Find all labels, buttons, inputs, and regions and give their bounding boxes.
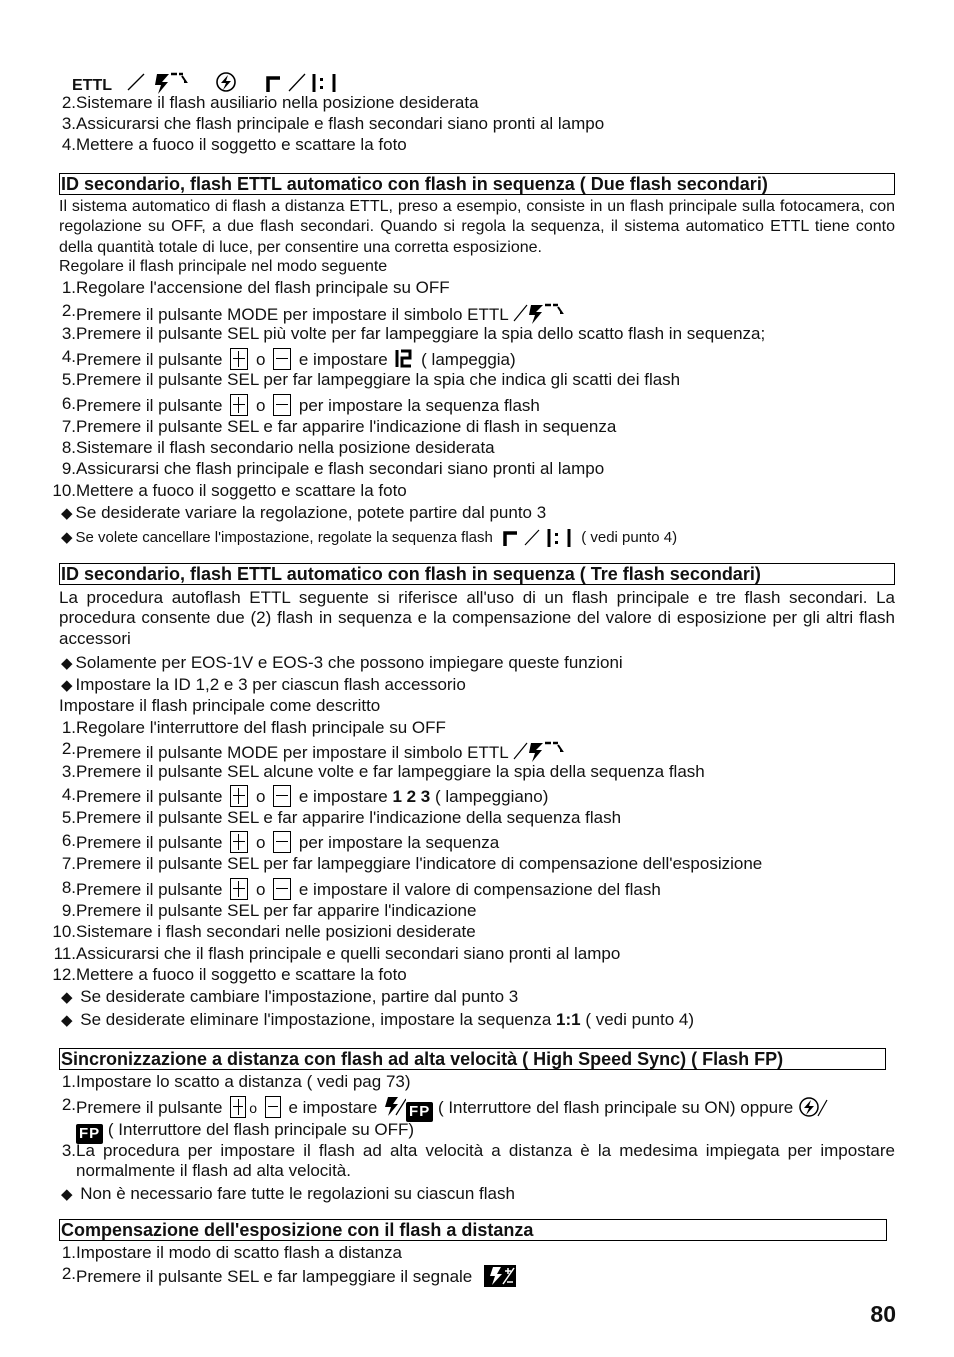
- sequence-1-1-icon: [497, 526, 577, 548]
- diamond-bullet-icon: ◆: [61, 529, 73, 546]
- section2-intro: La procedura autoflash ETTL seguente si riferisce all'uso di un flash principale e tre flash secondari. La procedura consente due (2) flash in sequenza e la compensazione del valore di esposizione per gli altri flash accessori: [59, 588, 895, 648]
- s2-bullet-2: ◆ Impostare la ID 1,2 e 3 per ciascun flash accessorio: [61, 675, 466, 694]
- s2-step-6: 6. Premere il pulsante o per impostare la sequenza: [61, 831, 500, 852]
- s2-step-5: 5. Premere il pulsante SEL e far apparire l'indicazione della sequenza flash: [61, 808, 622, 827]
- top-step-2: 2. Sistemare il flash ausiliario nella posizione desiderata: [61, 93, 479, 112]
- diamond-bullet-icon: ◆: [61, 989, 73, 1006]
- plus-button-icon: [230, 831, 248, 853]
- plus-button-icon: [230, 785, 248, 807]
- minus-button-icon: [273, 394, 291, 416]
- s1-step-2: 2. Premere il pulsante MODE per impostare il simbolo ETTL: [76, 301, 569, 325]
- ettl-label: ETTL: [72, 77, 112, 94]
- minus-button-icon: [273, 831, 291, 853]
- s3-step-3: 3. La procedura per impostare il flash ad alta velocità a distanza è la medesima impiegata per impostare normalmente il flash ad alta velocità.: [61, 1141, 895, 1181]
- s2-step-2: 2. Premere il pulsante MODE per impostare il simbolo ETTL: [76, 739, 569, 763]
- s2-note-1: ◆ Se desiderate cambiare l'impostazione, partire dal punto 3: [61, 987, 519, 1006]
- s2-step-10: 10. Sistemare i flash secondari nelle posizioni desiderate: [52, 922, 476, 941]
- s1-step-3: 3. Premere il pulsante SEL più volte per far lampeggiare la spia dello scatto flash in sequenza;: [61, 324, 766, 343]
- minus-button-icon: [273, 348, 291, 370]
- section2-setup: Impostare il flash principale come descritto: [59, 696, 381, 715]
- s2-step-9: 9. Premere il pulsante SEL per far apparire l'indicazione: [61, 901, 477, 920]
- minus-button-icon: [273, 785, 291, 807]
- s4-step-2: 2. Premere il pulsante SEL e far lampeggiare il segnale: [76, 1264, 517, 1288]
- minus-button-icon: [265, 1096, 281, 1118]
- s3-note-1: ◆ Non è necessario fare tutte le regolazioni su ciascun flash: [61, 1184, 515, 1203]
- section1-setup: Regolare il flash principale nel modo seguente: [59, 258, 388, 275]
- sequence-12-icon: [392, 347, 416, 369]
- s3-step-2: 2. Premere il pulsante o e impostare FP ( Interruttore del flash principale su ON) oppure: [76, 1095, 828, 1122]
- flash-on-icon: [382, 1095, 406, 1117]
- s1-step-4: 4. Premere il pulsante o e impostare ( lampeggia): [61, 347, 516, 369]
- flash-off-icon: [798, 1095, 828, 1119]
- flash-exposure-compensation-icon: [483, 1264, 517, 1288]
- top-step-3: 3. Assicurarsi che flash principale e flash secondari siano pronti al lampo: [61, 114, 605, 133]
- s1-step-1: 1. Regolare l'accensione del flash principale su OFF: [61, 278, 450, 297]
- section-heading-high-speed-sync: Sincronizzazione a distanza con flash ad alta velocità ( High Speed Sync) ( Flash FP): [59, 1048, 886, 1070]
- s4-step-1: 1. Impostare il modo di scatto flash a distanza: [61, 1243, 402, 1262]
- fp-icon: FP: [76, 1124, 103, 1144]
- s1-note-1: ◆ Se desiderate variare la regolazione, potete partire dal punto 3: [61, 503, 547, 522]
- page-number: 80: [870, 1301, 896, 1327]
- diamond-bullet-icon: ◆: [61, 655, 73, 672]
- plus-button-icon: [230, 878, 248, 900]
- s2-note-2: ◆ Se desiderate eliminare l'impostazione, impostare la sequenza 1:1 ( vedi punto 4): [61, 1010, 695, 1029]
- section-heading-three-slaves: ID secondario, flash ETTL automatico con flash in sequenza ( Tre flash secondari): [59, 563, 895, 585]
- section1-intro: Il sistema automatico di flash a distanza ETTL, preso a esempio, consiste in un flash principale sulla fotocamera, con regolazione su OFF, a due flash secondari. Quando si regola la sequenza, il sistema automatico ETTL tiene conto della quantità totale di luce, per consentire una corretta esposizione.: [59, 198, 895, 256]
- s1-step-10: 10. Mettere a fuoco il soggetto e scattare la foto: [52, 481, 407, 500]
- top-step-4: 4. Mettere a fuoco il soggetto e scattare la foto: [61, 135, 407, 154]
- s1-step-8: 8. Sistemare il flash secondario nella posizione desiderata: [61, 438, 495, 457]
- diamond-bullet-icon: ◆: [61, 1186, 73, 1203]
- s1-step-6: 6. Premere il pulsante o per impostare la sequenza flash: [61, 394, 540, 415]
- s2-step-11: 11. Assicurarsi che il flash principale e quelli secondari siano pronti al lampo: [53, 944, 621, 963]
- plus-button-icon: [230, 348, 248, 370]
- minus-button-icon: [273, 878, 291, 900]
- s3-step-2-cont: FP ( Interruttore del flash principale su OFF): [76, 1120, 414, 1144]
- s1-step-7: 7. Premere il pulsante SEL e far apparire l'indicazione di flash in sequenza: [61, 417, 617, 436]
- s2-step-1: 1. Regolare l'interruttore del flash principale su OFF: [61, 718, 446, 737]
- ettl-flash-symbol-icon: [513, 739, 569, 763]
- s2-bullet-1: ◆ Solamente per EOS-1V e EOS-3 che possono impiegare queste funzioni: [61, 653, 623, 672]
- s2-step-8: 8. Premere il pulsante o e impostare il valore di compensazione del flash: [61, 878, 661, 899]
- plus-button-icon: [230, 1096, 246, 1118]
- s1-step-5: 5. Premere il pulsante SEL per far lampeggiare la spia che indica gli scatti dei flash: [61, 370, 681, 389]
- diamond-bullet-icon: ◆: [61, 505, 73, 522]
- s1-note-2: ◆ Se volete cancellare l'impostazione, regolate la sequenza flash ( vedi punto 4): [61, 526, 677, 548]
- fp-icon: FP: [406, 1102, 433, 1122]
- s2-step-4: 4. Premere il pulsante o e impostare 1 2 3 ( lampeggiano): [61, 785, 549, 806]
- diamond-bullet-icon: ◆: [61, 677, 73, 694]
- s3-step-1: 1. Impostare lo scatto a distanza ( vedi pag 73): [61, 1072, 411, 1091]
- s2-step-3: 3. Premere il pulsante SEL alcune volte e far lampeggiare la spia della sequenza flash: [61, 762, 705, 781]
- ettl-flash-symbol-icon: [513, 301, 569, 325]
- s2-step-12: 12. Mettere a fuoco il soggetto e scattare la foto: [52, 965, 407, 984]
- section-heading-exposure-compensation: Compensazione dell'esposizione con il flash a distanza: [59, 1219, 887, 1241]
- s2-step-7: 7. Premere il pulsante SEL per far lampeggiare l'indicatore di compensazione dell'esposizione: [61, 854, 763, 873]
- diamond-bullet-icon: ◆: [61, 1012, 73, 1029]
- section-heading-two-slaves: ID secondario, flash ETTL automatico con flash in sequenza ( Due flash secondari): [59, 173, 895, 195]
- s1-step-9: 9. Assicurarsi che flash principale e flash secondari siano pronti al lampo: [61, 459, 605, 478]
- plus-button-icon: [230, 394, 248, 416]
